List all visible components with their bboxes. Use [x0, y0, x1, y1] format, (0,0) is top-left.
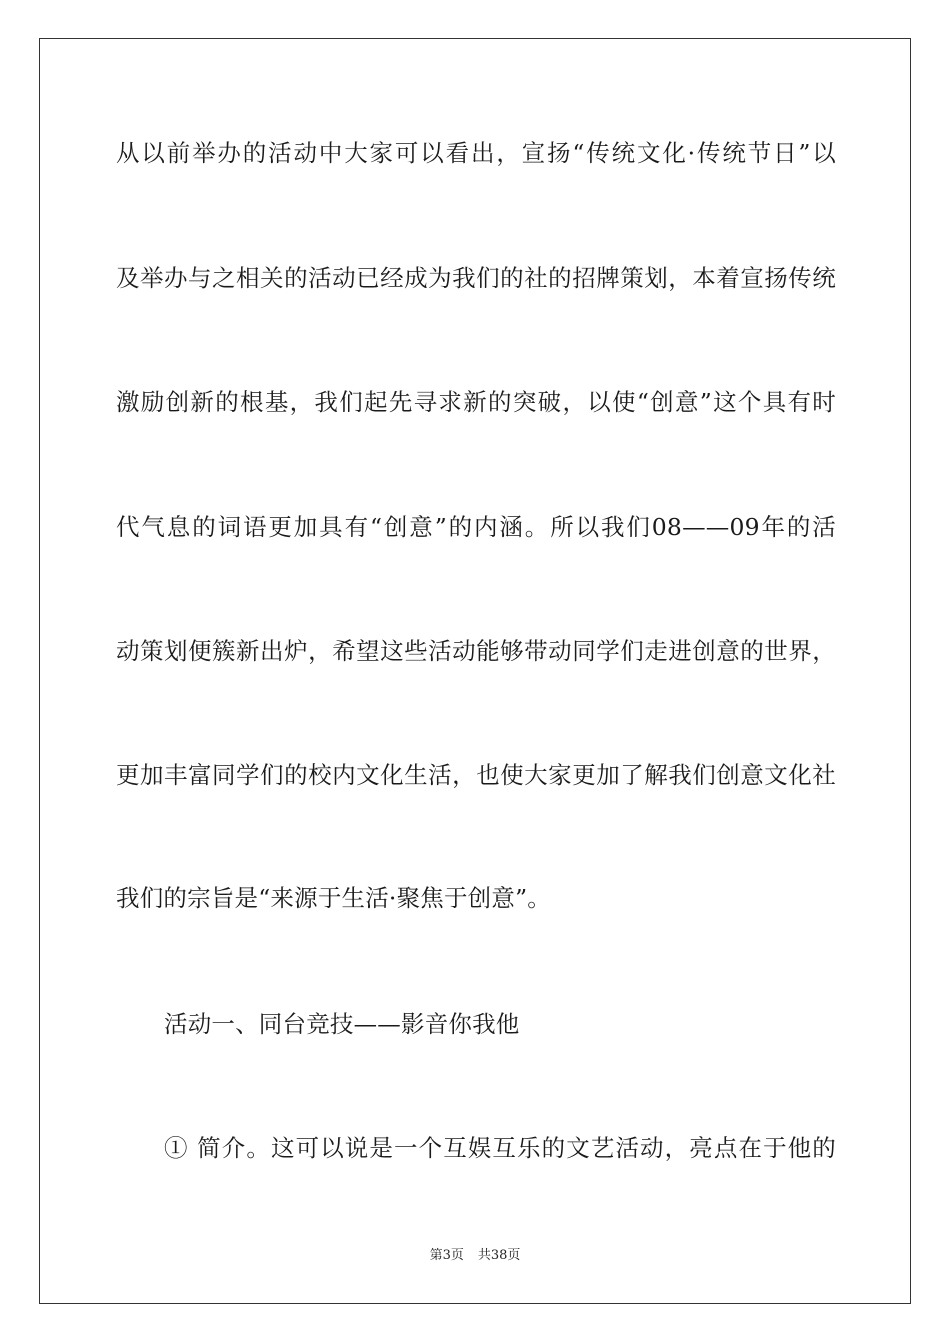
- page-border: [39, 38, 911, 1304]
- body-text-line-6: 更加丰富同学们的校内文化生活，也使大家更加了解我们创意文化社: [116, 761, 836, 789]
- body-text-line-3: 激励创新的根基，我们起先寻求新的突破，以使“创意”这个具有时: [116, 388, 836, 416]
- section-heading: 活动一、同台竞技——影音你我他: [164, 1010, 520, 1038]
- body-text-line-5: 动策划便簇新出炉，希望这些活动能够带动同学们走进创意的世界，: [116, 637, 836, 665]
- body-text-line-1: 从以前举办的活动中大家可以看出，宣扬“传统文化·传统节日”以: [116, 139, 836, 167]
- page-footer: [0, 1247, 950, 1265]
- body-text-line-4: 代气息的词语更加具有“创意”的内涵。所以我们08——09年的活: [116, 513, 836, 541]
- body-text-line-7: 我们的宗旨是“来源于生活·聚焦于创意”。: [116, 884, 551, 912]
- page-number: 第3页: [429, 1248, 464, 1263]
- body-text-line-2: 及举办与之相关的活动已经成为我们的社的招牌策划，本着宣扬传统: [116, 264, 836, 292]
- page-total: 共38页: [477, 1248, 521, 1263]
- list-item-intro: ① 简介。这可以说是一个互娱互乐的文艺活动，亮点在于他的: [164, 1134, 836, 1162]
